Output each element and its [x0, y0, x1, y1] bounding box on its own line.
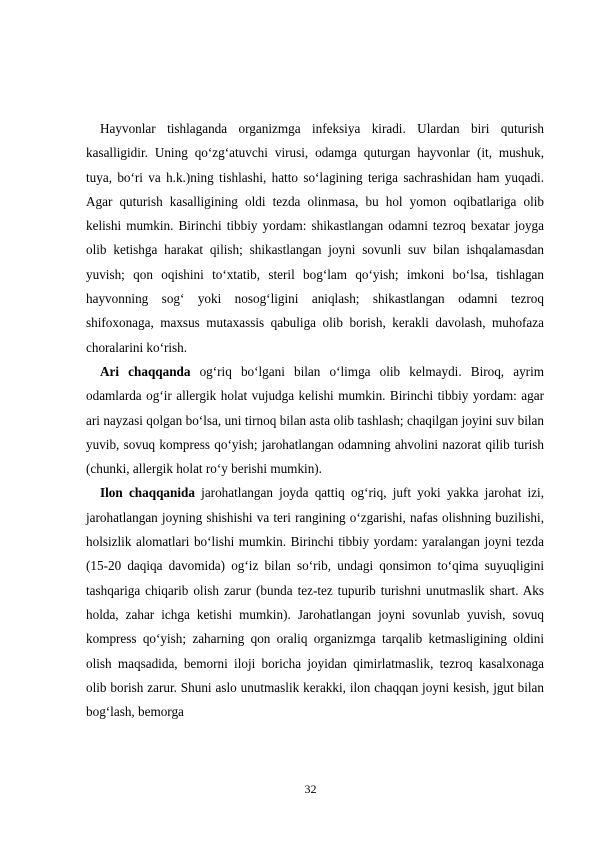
paragraph-snake-bite-lead: Ilon chaqqanida — [100, 485, 195, 501]
paragraph-bee-sting-text: og‘riq bo‘lgani bilan o‘limga olib kelmaydi. Biroq, ayrim odamlarda og‘ir allergik holat vujudga kelishi mumkin. Birinchi tibbiy yordam: agar ari nayzasi qolgan bo‘lsa, uni tirnoq bilan asta olib tashlash; chaqilgan joyini suv bilan yuvib, sovuq kompress qo‘yish; jarohatlangan odamning ahvolini nazorat qilib turish (chunki, allergik holat ro‘y berishi mumkin). — [86, 363, 544, 477]
paragraph-rabies-text: Hayvonlar tishlaganda organizmga infeksiya kiradi. Ulardan biri quturish kasalligidir. Uning qo‘zg‘atuvchi virusi, odamga quturgan hayvonlar (it, mushuk, tuya, bo‘ri va h.k.)ning tishlashi, hatto so‘lagining teriga sachrashidan ham yuqadi. Agar quturish kasalligining oldi tezda olinmasa, bu hol yomon oqibatlariga olib kelishi mumkin. Birinchi tibbiy yordam: shikastlangan odamni tezroq bexatar joyga olib ketishga harakat qilish; shikastlangan joyni sovunli suv bilan ishqalamasdan yuvish; qon oqishini to‘xtatib, steril bog‘lam qo‘yish; imkoni bo‘lsa, tishlagan hayvonning sog‘ yoki nosog‘ligini aniqlash; shikastlangan odamni tezroq shifoxonaga, maxsus mutaxassis qabuliga olib borish, kerakli davolash, muhofaza choralarini ko‘rish. — [86, 121, 544, 355]
page-body — [86, 117, 544, 724]
paragraph-bee-sting-lead: Ari chaqqanda — [100, 363, 191, 379]
paragraph-bee-sting — [86, 360, 544, 481]
page-number: 32 — [304, 782, 317, 796]
paragraph-snake-bite — [86, 481, 544, 724]
paragraph-snake-bite-text: jarohatlangan joyda qattiq og‘riq, juft yoki yakka jarohat izi, jarohatlangan joyning shishishi va teri rangining o‘zgarishi, nafas olishning buzilishi, holsizlik alomatlari bo‘lishi mumkin. Birinchi tibbiy yordam: yaralangan joyni tezda (15-20 daqiqa davomida) og‘iz bilan so‘rib, undagi qonsimon to‘qima suyuqligini tashqariga chiqarib olish zarur (bunda tez-tez tupurib turishni unutmaslik shart. Aks holda, zahar ichga ketishi mumkin). Jarohatlangan joyni sovunlab yuvish, sovuq kompress qo‘yish; zaharning qon oraliq organizmga tarqalib ketmasligining oldini olish maqsadida, bemorni iloji boricha joyidan qimirlatmaslik, tezroq kasalxonaga olib borish zarur. Shuni aslo unutmaslik kerakki, ilon chaqqan joyni kesish, jgut bilan bog‘lash, bemorga — [86, 485, 544, 720]
paragraph-rabies — [86, 117, 544, 360]
